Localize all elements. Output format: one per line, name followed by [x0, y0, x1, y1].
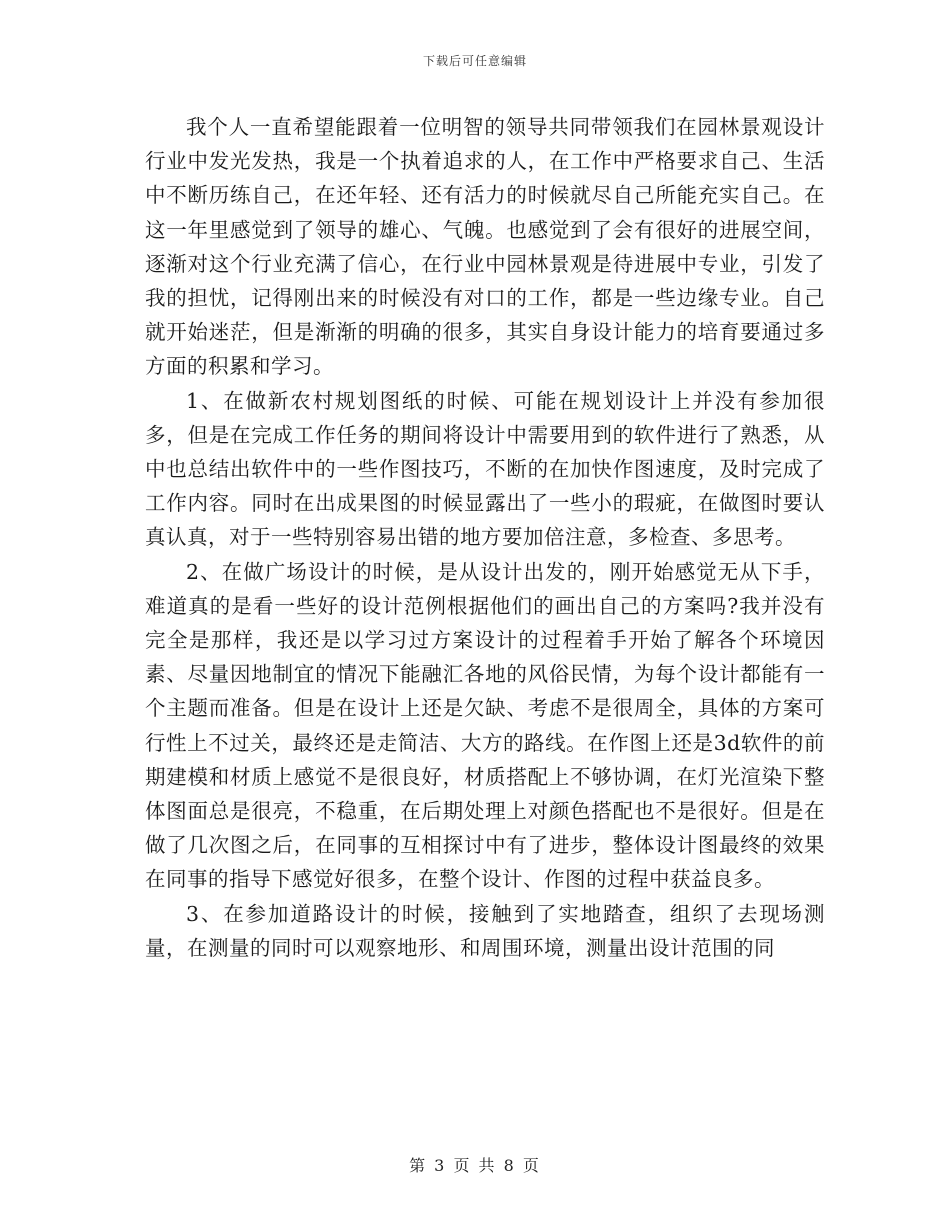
- paragraph-item-3: 3、在参加道路设计的时候，接触到了实地踏查，组织了去现场测量，在测量的同时可以观察地形、和周围环境，测量出设计范围的同: [145, 901, 825, 960]
- paragraph-intro: 我个人一直希望能跟着一位明智的领导共同带领我们在园林景观设计行业中发光发热，我是一个执着追求的人，在工作中严格要求自己、生活中不断历练自己，在还年轻、还有活力的时候就尽自己所能充实自己。在这一年里感觉到了领导的雄心、气魄。也感觉到了会有很好的进展空间，逐渐对这个行业充满了信心，在行业中园林景观是待进展中专业，引发了我的担忧，记得刚出来的时候没有对口的工作，都是一些边缘专业。自己就开始迷茫，但是渐渐的明确的很多，其实自身设计能力的培育要通过多方面的积累和学习。: [145, 115, 825, 379]
- paragraph-item-1: 1、在做新农村规划图纸的时候、可能在规划设计上并没有参加很多，但是在完成工作任务的期间将设计中需要用到的软件进行了熟悉，从中也总结出软件中的一些作图技巧，不断的在加快作图速度，及时完成了工作内容。同时在出成果图的时候显露出了一些小的瑕疵，在做图时要认真认真，对于一些特别容易出错的地方要加倍注意，多检查、多思考。: [145, 388, 825, 550]
- page-number: 第 3 页 共 8 页: [409, 1156, 541, 1175]
- paragraph-item-2: 2、在做广场设计的时候，是从设计出发的，刚开始感觉无从下手，难道真的是看一些好的设计范例根据他们的画出自己的方案吗?我并没有完全是那样，我还是以学习过方案设计的过程着手开始了解各个环境因素、尽量因地制宜的情况下能融汇各地的风俗民情，为每个设计都能有一个主题而准备。但是在设计上还是欠缺、考虑不是很周全，具体的方案可行性上不过关，最终还是走简洁、大方的路线。在作图上还是3d软件的前期建模和材质上感觉不是很良好，材质搭配上不够协调，在灯光渲染下整体图面总是很亮，不稳重，在后期处理上对颜色搭配也不是很好。但是在做了几次图之后，在同事的互相探讨中有了进步，整体设计图最终的效果在同事的指导下感觉好很多，在整个设计、作图的过程中获益良多。: [145, 559, 825, 892]
- document-body: [145, 110, 825, 965]
- page-header: 下载后可任意编辑: [422, 54, 527, 68]
